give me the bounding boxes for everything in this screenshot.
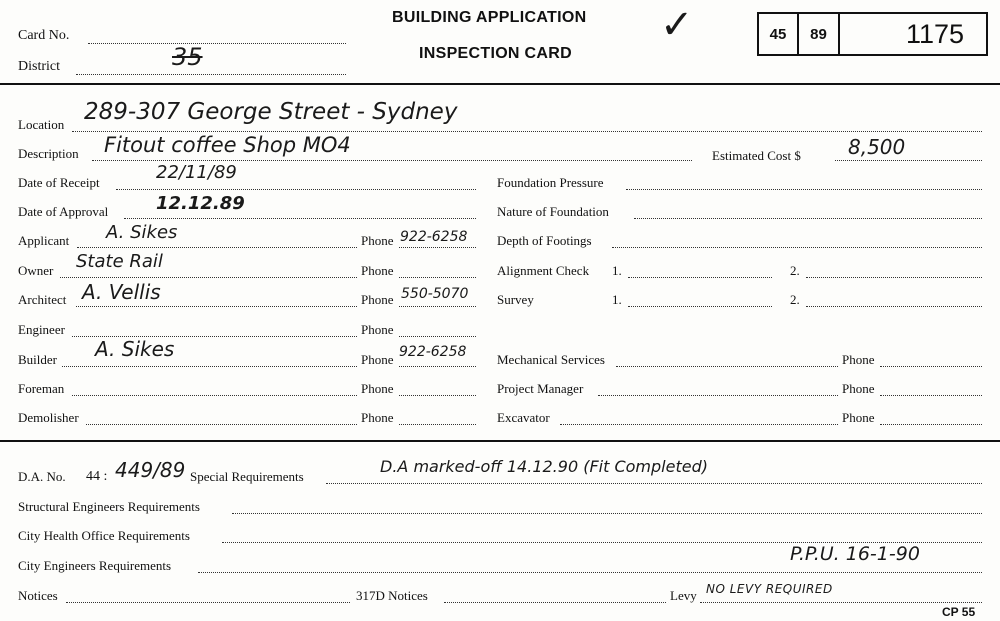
owner-line (60, 277, 357, 278)
header-divider (0, 83, 1000, 85)
levy-label: Levy (670, 588, 697, 603)
depth-of-footings-line (612, 247, 982, 248)
estimated-cost-label: Estimated Cost $ (712, 148, 801, 163)
owner-label: Owner (18, 263, 54, 278)
excavator-line (560, 424, 838, 425)
foundation-pressure-line (626, 189, 982, 190)
demolisher-phone-line (399, 424, 476, 425)
builder-phone-label: Phone (361, 352, 394, 367)
architect-phone-value: 550-5070 (401, 286, 469, 302)
architect-value: A. Vellis (82, 280, 161, 304)
foreman-phone-label: Phone (361, 381, 394, 396)
special-requirements-line (326, 483, 982, 484)
box-89-value: 89 (810, 25, 827, 43)
city-health-label: City Health Office Requirements (18, 528, 190, 543)
alignment-check-label: Alignment Check (497, 263, 590, 278)
location-label: Location (18, 117, 65, 132)
district-value: 35 (172, 43, 203, 71)
alignment-check-line-2 (806, 277, 982, 278)
demolisher-line (86, 424, 357, 425)
builder-line (62, 366, 357, 367)
owner-value: State Rail (76, 251, 163, 272)
engineer-phone-line (399, 336, 476, 337)
box-89 (797, 12, 840, 56)
survey-1: 1. (612, 292, 622, 307)
box-card-number (838, 12, 988, 56)
applicant-phone-line (399, 247, 476, 248)
box-45 (757, 12, 799, 56)
box-45-value: 45 (769, 25, 787, 43)
notices-line (66, 602, 350, 603)
mechanical-services-phone-line (880, 366, 982, 367)
notices-317d-label: 317D Notices (356, 588, 428, 603)
project-manager-line (598, 395, 838, 396)
district-label: District (18, 59, 60, 74)
structural-engineers-label: Structural Engineers Requirements (18, 499, 200, 514)
date-of-approval-value: 12.12.89 (156, 193, 245, 214)
date-of-receipt-label: Date of Receipt (18, 175, 100, 190)
structural-engineers-line (232, 513, 982, 514)
excavator-phone-label: Phone (842, 410, 875, 425)
levy-line (700, 602, 982, 603)
check-mark: ✓ (660, 2, 694, 48)
location-line (72, 131, 982, 132)
special-requirements-value: D.A marked-off 14.12.90 (Fit Completed) (380, 457, 708, 476)
demolisher-label: Demolisher (18, 410, 79, 425)
excavator-label: Excavator (497, 410, 550, 425)
middle-divider (0, 440, 1000, 442)
district-line (76, 74, 346, 75)
date-of-receipt-line (116, 189, 476, 190)
nature-of-foundation-label: Nature of Foundation (497, 204, 609, 219)
location-value: 289-307 George Street - Sydney (84, 99, 458, 125)
description-value: Fitout coffee Shop MO4 (104, 133, 351, 157)
special-requirements-label: Special Requirements (190, 469, 304, 484)
da-no-label: D.A. No. (18, 469, 66, 484)
nature-of-foundation-line (634, 218, 982, 219)
alignment-check-2: 2. (790, 263, 800, 278)
applicant-phone-label: Phone (361, 233, 394, 248)
date-of-receipt-value: 22/11/89 (156, 162, 237, 183)
survey-label: Survey (497, 292, 534, 307)
architect-phone-line (399, 306, 476, 307)
project-manager-phone-label: Phone (842, 381, 875, 396)
estimated-cost-value: 8,500 (848, 135, 906, 159)
city-engineers-label: City Engineers Requirements (18, 558, 172, 573)
project-manager-label: Project Manager (497, 381, 584, 396)
survey-2: 2. (790, 292, 800, 307)
title-line2: INSPECTION CARD (419, 45, 572, 62)
architect-label: Architect (18, 292, 67, 307)
owner-phone-label: Phone (361, 263, 394, 278)
city-engineers-value: P.P.U. 16-1-90 (790, 543, 920, 565)
city-engineers-line (198, 572, 982, 573)
architect-line (76, 306, 357, 307)
owner-phone-line (399, 277, 476, 278)
mechanical-services-label: Mechanical Services (497, 352, 605, 367)
applicant-label: Applicant (18, 233, 70, 248)
applicant-line (77, 247, 357, 248)
card-no-line (88, 43, 346, 44)
levy-value: NO LEVY REQUIRED (706, 582, 833, 596)
da-no-prefix: 44 : (86, 469, 108, 484)
foreman-phone-line (399, 395, 476, 396)
date-of-approval-line (124, 218, 476, 219)
foundation-pressure-label: Foundation Pressure (497, 175, 604, 190)
notices-label: Notices (18, 588, 58, 603)
mechanical-services-line (616, 366, 838, 367)
excavator-phone-line (880, 424, 982, 425)
estimated-cost-line (835, 160, 982, 161)
form-code: CP 55 (942, 605, 976, 619)
description-label: Description (18, 146, 79, 161)
box-card-number-value: 1175 (905, 18, 964, 49)
description-line (92, 160, 692, 161)
survey-line-1 (628, 306, 772, 307)
builder-value: A. Sikes (95, 337, 175, 361)
architect-phone-label: Phone (361, 292, 394, 307)
alignment-check-line-1 (628, 277, 772, 278)
demolisher-phone-label: Phone (361, 410, 394, 425)
survey-line-2 (806, 306, 982, 307)
foreman-label: Foreman (18, 381, 65, 396)
date-of-approval-label: Date of Approval (18, 204, 109, 219)
applicant-value: A. Sikes (106, 222, 178, 243)
engineer-label: Engineer (18, 322, 65, 337)
builder-label: Builder (18, 352, 57, 367)
mechanical-services-phone-label: Phone (842, 352, 875, 367)
title-line1: BUILDING APPLICATION (392, 9, 587, 26)
notices-317d-line (444, 602, 666, 603)
depth-of-footings-label: Depth of Footings (497, 233, 592, 248)
da-no-value: 449/89 (115, 458, 186, 482)
alignment-check-1: 1. (612, 263, 622, 278)
engineer-phone-label: Phone (361, 322, 394, 337)
builder-phone-value: 922-6258 (399, 344, 467, 360)
foreman-line (72, 395, 357, 396)
card-no-label: Card No. (18, 28, 70, 43)
builder-phone-line (399, 366, 476, 367)
applicant-phone-value: 922-6258 (400, 229, 468, 245)
project-manager-phone-line (880, 395, 982, 396)
